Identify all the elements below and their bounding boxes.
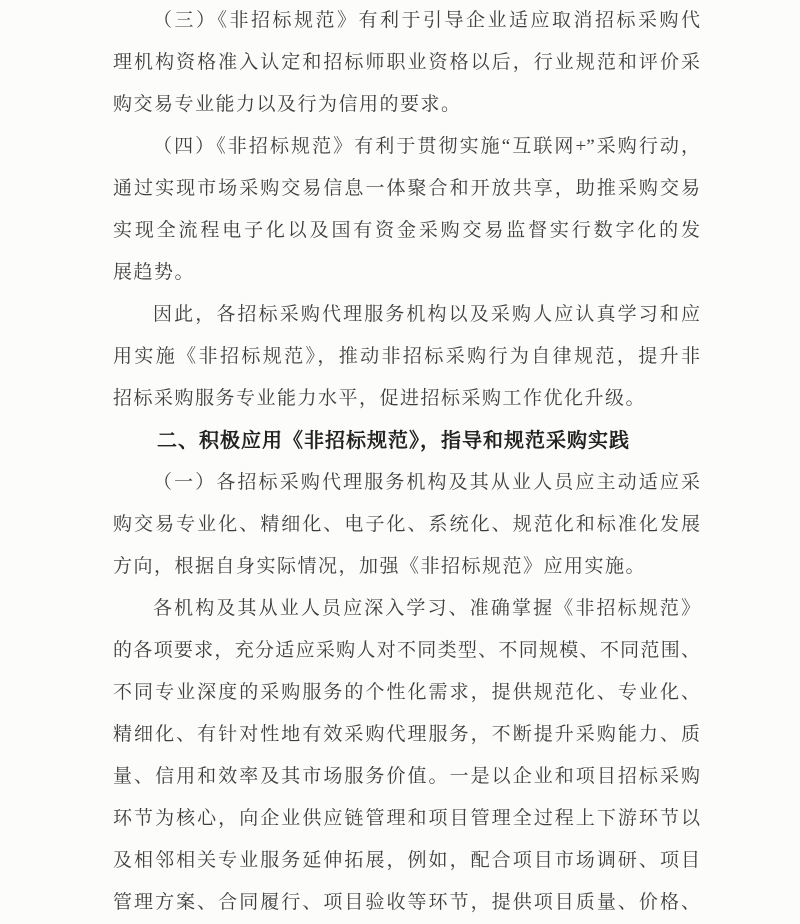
doc-line: 用实施《非招标规范》，推动非招标采购行为自律规范，提升非 — [113, 346, 700, 367]
doc-line: （四）《非招标规范》有利于贯彻实施“互联网+”采购行动， — [153, 136, 700, 157]
doc-line: 招标采购服务专业能力水平，促进招标采购工作优化升级。 — [113, 388, 647, 409]
doc-line: 管理方案、合同履行、项目验收等环节，提供项目质量、价格、 — [113, 892, 700, 913]
doc-line: 通过实现市场采购交易信息一体聚合和开放共享，助推采购交易 — [113, 178, 700, 199]
doc-line: 因此，各招标采购代理服务机构以及采购人应认真学习和应 — [153, 304, 700, 325]
doc-line: 量、信用和效率及其市场服务价值。一是以企业和项目招标采购 — [113, 766, 700, 787]
doc-line: （三）《非招标规范》有利于引导企业适应取消招标采购代 — [153, 10, 700, 31]
doc-line: 及相邻相关专业服务延伸拓展，例如，配合项目市场调研、项目 — [113, 850, 700, 871]
section-2-heading: 二、积极应用《非招标规范》，指导和规范采购实践 — [157, 430, 630, 452]
doc-line: 精细化、有针对性地有效采购代理服务，不断提升采购能力、质 — [113, 724, 700, 745]
doc-line: 不同专业深度的采购服务的个性化需求，提供规范化、专业化、 — [113, 682, 700, 703]
paragraph-item-2-1 — [113, 462, 700, 588]
paragraph-item-3 — [113, 0, 700, 126]
doc-line: 方向，根据自身实际情况，加强《非招标规范》应用实施。 — [113, 556, 647, 577]
doc-line: 实现全流程电子化以及国有资金采购交易监督实行数字化的发 — [113, 220, 700, 241]
doc-line: 环节为核心，向企业供应链管理和项目管理全过程上下游环节以 — [113, 808, 700, 829]
doc-line: 理机构资格准入认定和招标师职业资格以后，行业规范和评价采 — [113, 52, 700, 73]
doc-line: （一）各招标采购代理服务机构及其从业人员应主动适应采 — [153, 472, 700, 493]
doc-line: 购交易专业化、精细化、电子化、系统化、规范化和标准化发展 — [113, 514, 700, 535]
doc-line: 各机构及其从业人员应深入学习、准确掌握《非招标规范》 — [153, 598, 700, 619]
doc-line: 的各项要求，充分适应采购人对不同类型、不同规模、不同范围、 — [113, 640, 700, 661]
doc-line: 展趋势。 — [113, 262, 196, 283]
doc-line: 购交易专业能力以及行为信用的要求。 — [113, 94, 462, 115]
paragraph-conclusion — [113, 294, 700, 420]
paragraph-item-4 — [113, 126, 700, 294]
paragraph-item-2-1-detail — [113, 588, 700, 924]
